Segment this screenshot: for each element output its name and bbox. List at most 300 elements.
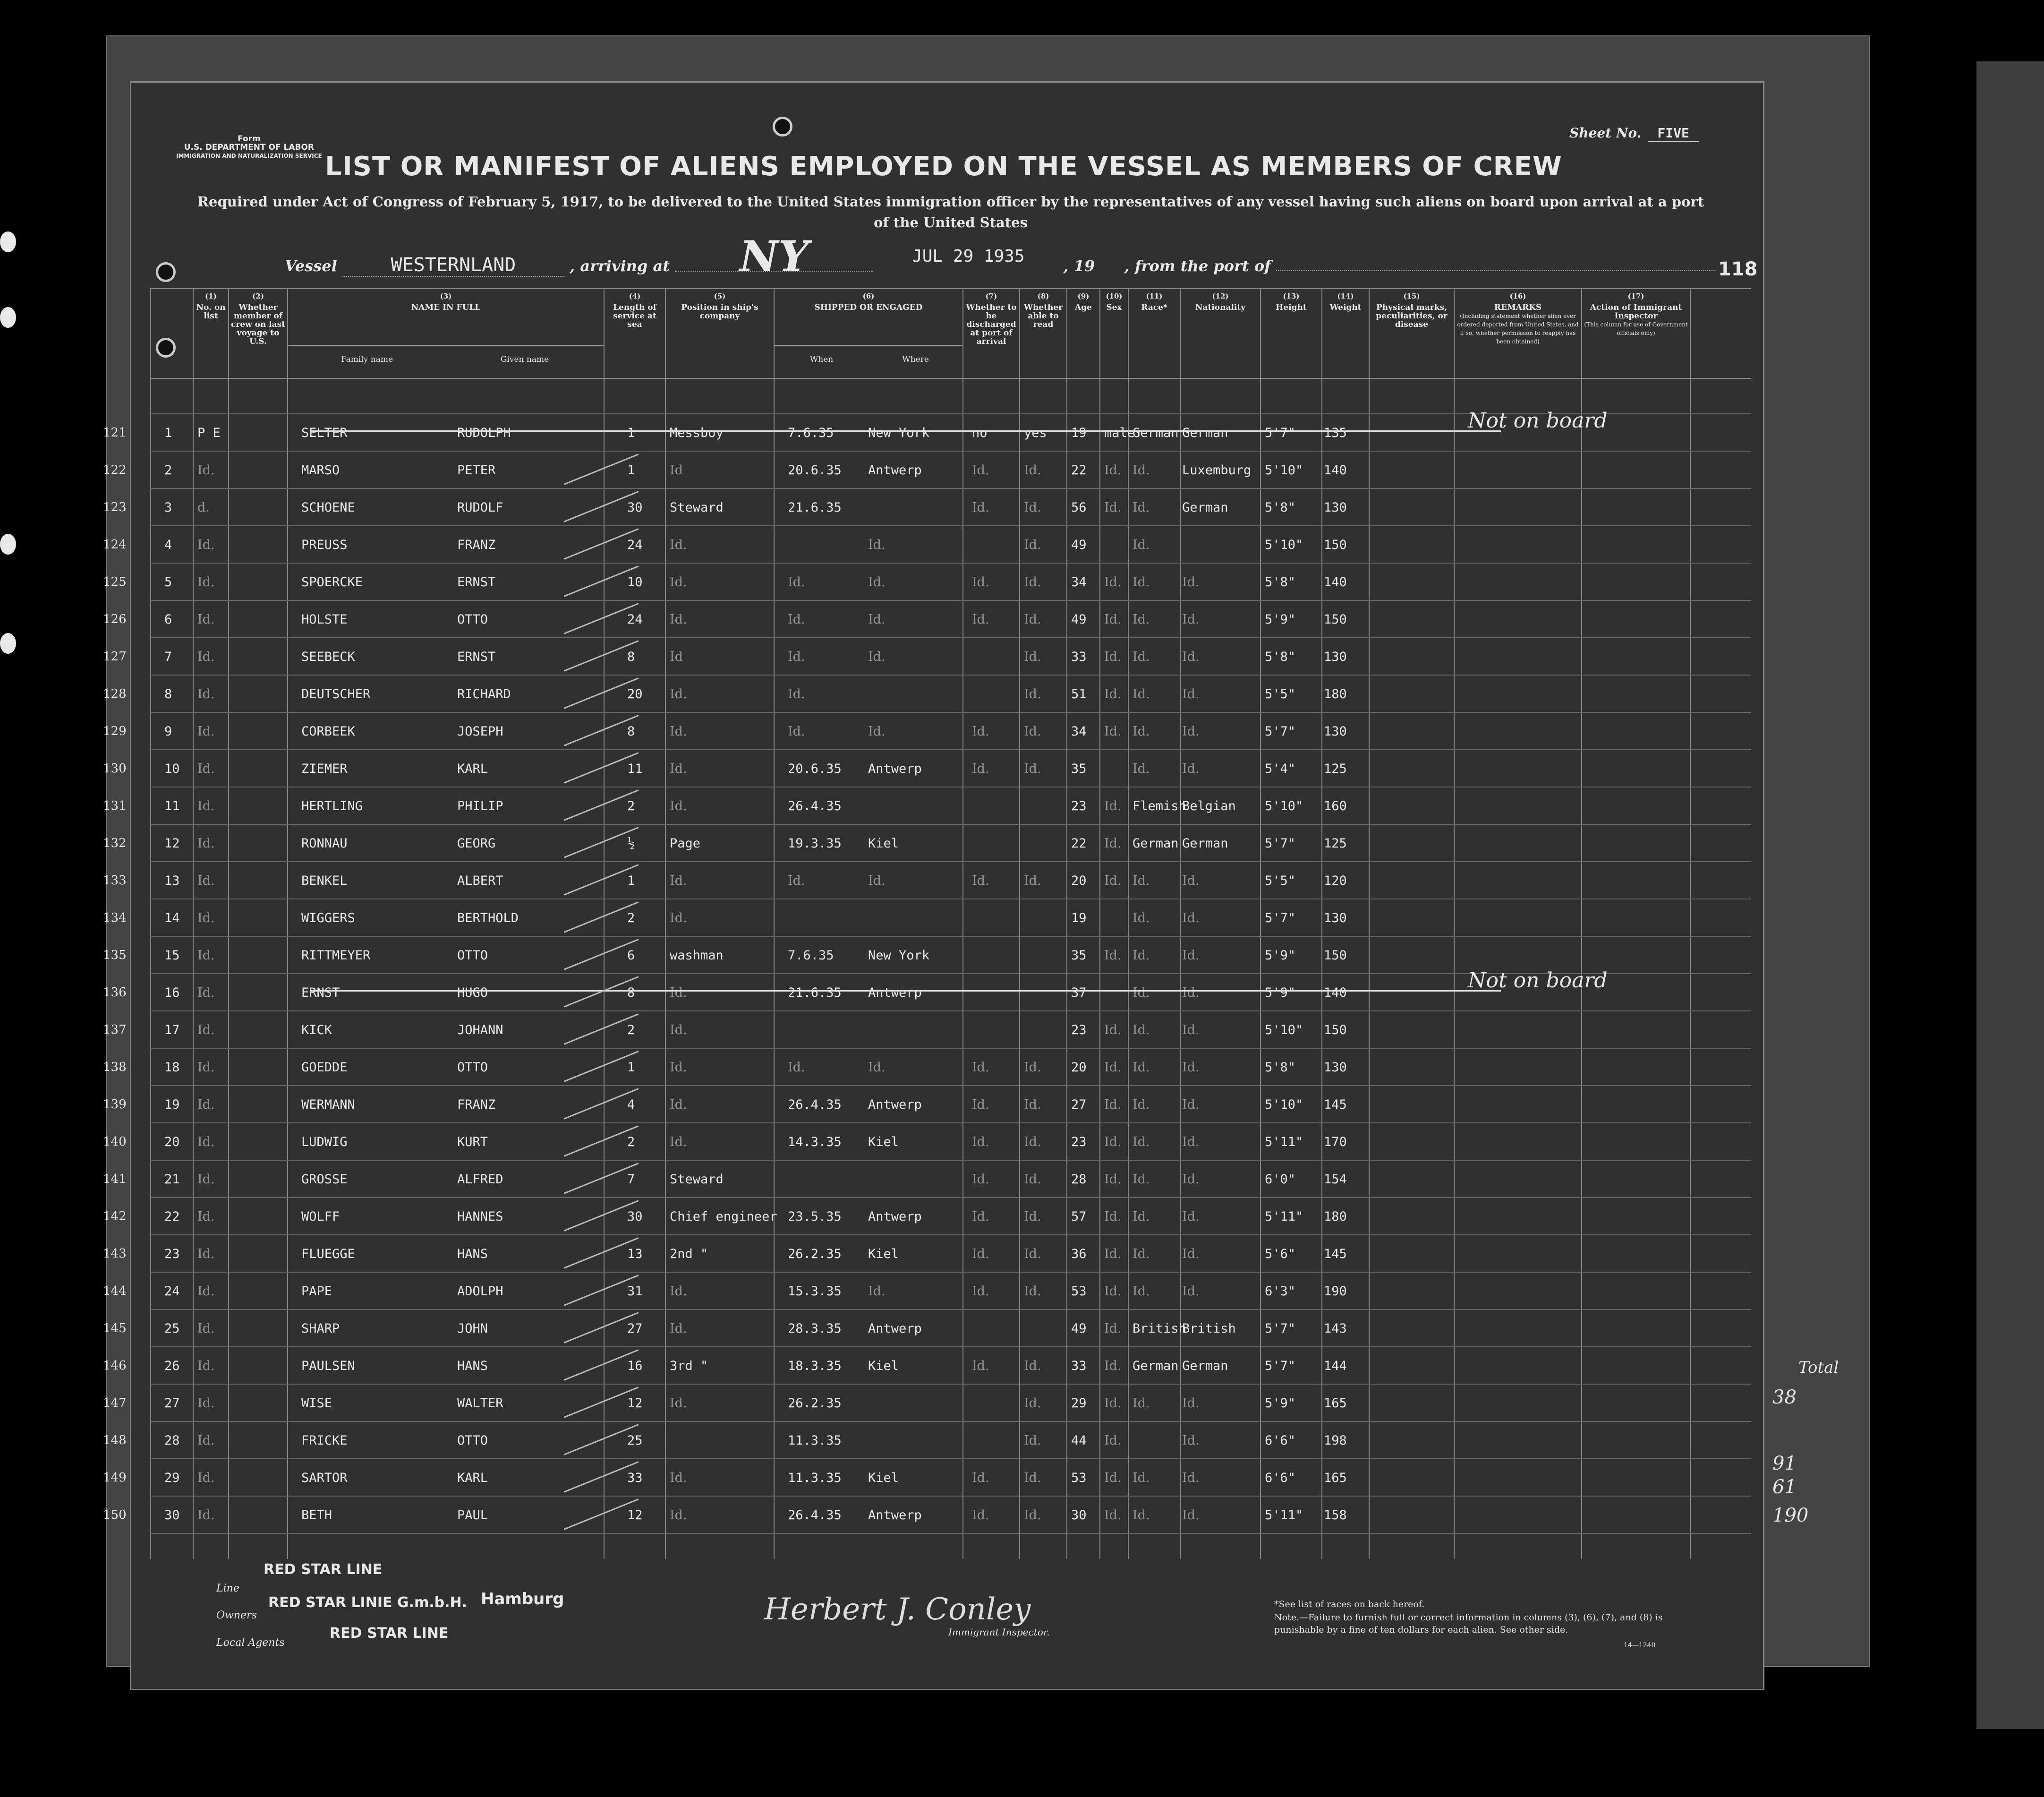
sex: Id. xyxy=(1104,873,1122,888)
given-name: ADOLPH xyxy=(457,1284,503,1299)
last-voyage: Id. xyxy=(197,1471,215,1485)
discharged: Id. xyxy=(972,1359,989,1373)
column-note: (This column for use of Government officials only) xyxy=(1584,321,1688,336)
given-name: HANNES xyxy=(457,1209,503,1224)
punch-hole xyxy=(156,262,176,282)
engaged-when: 21.6.35 xyxy=(788,500,842,515)
given-name: RICHARD xyxy=(457,687,511,702)
race: Id. xyxy=(1133,687,1150,702)
sex: Id. xyxy=(1104,612,1122,627)
age: 34 xyxy=(1071,575,1087,590)
column-number: (5) xyxy=(714,292,726,300)
service-length: 24 xyxy=(627,538,643,552)
race: Flemish xyxy=(1133,799,1186,813)
race: Id. xyxy=(1133,538,1150,552)
family-name: PAPE xyxy=(301,1284,332,1299)
column-label: Weight xyxy=(1329,303,1362,312)
last-voyage: Id. xyxy=(197,1321,215,1336)
column-header xyxy=(1454,288,1581,378)
binder-hole xyxy=(0,534,16,555)
list-number: 25 xyxy=(164,1321,180,1336)
list-number: 28 xyxy=(164,1433,180,1448)
nationality: Id. xyxy=(1182,1209,1200,1224)
remarks: Not on board xyxy=(1468,409,1608,433)
sex: Id. xyxy=(1104,1508,1122,1523)
list-number: 5 xyxy=(164,575,172,590)
family-name: SEEBECK xyxy=(301,650,355,664)
sex: Id. xyxy=(1104,500,1122,515)
height: 5'10" xyxy=(1265,1097,1303,1112)
engaged-where: Antwerp xyxy=(868,1097,922,1112)
line-number: 123 xyxy=(103,500,127,514)
weight: 140 xyxy=(1324,463,1347,478)
line-number: 121 xyxy=(103,426,127,440)
engaged-when: 11.3.35 xyxy=(788,1433,842,1448)
service-length: 20 xyxy=(627,687,643,702)
given-name: ERNST xyxy=(457,650,496,664)
position: washman xyxy=(670,948,724,963)
sex: Id. xyxy=(1104,1209,1122,1224)
family-name: ERNST xyxy=(301,985,340,1000)
engaged-where: Id. xyxy=(868,612,886,627)
service-length: 1 xyxy=(627,1060,635,1075)
able-to-read: Id. xyxy=(1024,650,1041,664)
last-voyage: Id. xyxy=(197,1359,215,1373)
list-number: 9 xyxy=(164,724,172,739)
remarks: Not on board xyxy=(1468,968,1608,993)
list-number: 8 xyxy=(164,687,172,702)
table-row xyxy=(103,1496,1756,1533)
column-number: (15) xyxy=(1403,292,1420,300)
last-voyage: Id. xyxy=(197,463,215,478)
able-to-read: Id. xyxy=(1024,1471,1041,1485)
column-note: (Including statement whether alien ever ordered deported from United States, and if so, whether permission to reapply has been obtained) xyxy=(1457,313,1579,345)
last-voyage: Id. xyxy=(197,1097,215,1112)
column-number: (12) xyxy=(1212,292,1229,300)
age: 22 xyxy=(1071,836,1087,851)
last-voyage: Id. xyxy=(197,911,215,925)
form-code: 14—1240 xyxy=(1624,1642,1656,1649)
nationality: Id. xyxy=(1182,948,1200,963)
column-header xyxy=(1581,288,1690,378)
list-number: 19 xyxy=(164,1097,180,1112)
height: 5'8" xyxy=(1265,1060,1296,1075)
last-voyage: Id. xyxy=(197,836,215,851)
column-header xyxy=(665,288,774,378)
sex: Id. xyxy=(1104,1135,1122,1149)
column-label: Nationality xyxy=(1195,303,1246,312)
engaged-when: Id. xyxy=(788,873,805,888)
age: 37 xyxy=(1071,985,1087,1000)
column-label: Height xyxy=(1276,303,1307,312)
column-number: (11) xyxy=(1146,292,1163,300)
column-header xyxy=(228,288,287,378)
weight: 190 xyxy=(1324,1284,1347,1299)
given-name: JOSEPH xyxy=(457,724,503,739)
nationality: Id. xyxy=(1182,1396,1200,1411)
column-label: Whether to be discharged at port of arrival xyxy=(966,303,1017,346)
owners: RED STAR LINIE G.m.b.H. xyxy=(268,1594,467,1611)
family-name: LUDWIG xyxy=(301,1135,348,1149)
column-number: (7) xyxy=(985,292,997,300)
line-company: RED STAR LINE xyxy=(264,1561,383,1578)
weight: 144 xyxy=(1324,1359,1347,1373)
age: 51 xyxy=(1071,687,1087,702)
nationality: German xyxy=(1182,426,1228,440)
grid-hline xyxy=(150,288,1751,289)
sex: Id. xyxy=(1104,799,1122,813)
engaged-when: Id. xyxy=(788,687,805,702)
weight: 154 xyxy=(1324,1172,1347,1187)
nationality: Belgian xyxy=(1182,799,1236,813)
list-number: 29 xyxy=(164,1471,180,1485)
engaged-when: 19.3.35 xyxy=(788,836,842,851)
service-length: 10 xyxy=(627,575,643,590)
age: 19 xyxy=(1071,911,1087,925)
race: Id. xyxy=(1133,1097,1150,1112)
age: 23 xyxy=(1071,799,1087,813)
able-to-read: Id. xyxy=(1024,1247,1041,1261)
able-to-read: Id. xyxy=(1024,1172,1041,1187)
race: Id. xyxy=(1133,1209,1150,1224)
column-header xyxy=(193,288,228,378)
service-length: 2 xyxy=(627,1023,635,1037)
family-name: CORBEEK xyxy=(301,724,355,739)
sex: Id. xyxy=(1104,1321,1122,1336)
sex: Id. xyxy=(1104,1433,1122,1448)
discharged: Id. xyxy=(972,1471,989,1485)
position: Id. xyxy=(670,1023,687,1037)
discharged: Id. xyxy=(972,1284,989,1299)
engaged-where: New York xyxy=(868,948,930,963)
position: 2nd " xyxy=(670,1247,708,1261)
age: 35 xyxy=(1071,948,1087,963)
nationality: Id. xyxy=(1182,873,1200,888)
table-row xyxy=(103,861,1756,898)
last-voyage: Id. xyxy=(197,1023,215,1037)
line-number: 131 xyxy=(103,799,127,813)
service-length: 8 xyxy=(627,724,635,739)
age: 27 xyxy=(1071,1097,1087,1112)
binder-hole xyxy=(0,633,16,654)
race: Id. xyxy=(1133,948,1150,963)
able-to-read: Id. xyxy=(1024,538,1041,552)
race: Id. xyxy=(1133,724,1150,739)
nationality: Id. xyxy=(1182,612,1200,627)
table-row xyxy=(103,563,1756,600)
discharged: no xyxy=(972,426,988,440)
nationality: Id. xyxy=(1182,1433,1200,1448)
column-header xyxy=(604,288,665,378)
table-row xyxy=(103,488,1756,525)
sex: male xyxy=(1104,426,1135,440)
table-row xyxy=(103,1048,1756,1085)
nationality: German xyxy=(1182,836,1228,851)
nationality: Id. xyxy=(1182,1023,1200,1037)
given-name: OTTO xyxy=(457,1433,488,1448)
position: Id. xyxy=(670,538,687,552)
family-name: PREUSS xyxy=(301,538,348,552)
page-subtitle: Required under Act of Congress of February 5, 1917, to be delivered to the United States immigration officer by the representatives of any vessel having such aliens on board upon arrival at a port of the United States xyxy=(197,194,1704,231)
engaged-when: 23.5.35 xyxy=(788,1209,842,1224)
row-rule xyxy=(150,1533,1751,1534)
height: 5'9" xyxy=(1265,948,1296,963)
column-label: Length of service at sea xyxy=(613,303,656,329)
service-length: 27 xyxy=(627,1321,643,1336)
column-sublabel: Where xyxy=(902,355,929,364)
list-number: 7 xyxy=(164,650,172,664)
nationality: Id. xyxy=(1182,650,1200,664)
given-name: KARL xyxy=(457,1471,488,1485)
page-number: 118 xyxy=(1718,258,1758,280)
form-id: Form U.S. DEPARTMENT OF LABOR IMMIGRATION AND NATURALIZATION SERVICE xyxy=(176,134,322,159)
line-number: 146 xyxy=(103,1359,127,1373)
inspector-label: Immigrant Inspector. xyxy=(948,1626,1050,1638)
able-to-read: Id. xyxy=(1024,724,1041,739)
race: Id. xyxy=(1133,1284,1150,1299)
table-row xyxy=(103,787,1756,824)
race: Id. xyxy=(1133,1060,1150,1075)
family-name: FLUEGGE xyxy=(301,1247,355,1261)
service-length: 1 xyxy=(627,873,635,888)
race: Id. xyxy=(1133,873,1150,888)
engaged-where: Id. xyxy=(868,1060,886,1075)
sex: Id. xyxy=(1104,463,1122,478)
race: British xyxy=(1133,1321,1186,1336)
service-length: 2 xyxy=(627,911,635,925)
page-title: LIST OR MANIFEST OF ALIENS EMPLOYED ON THE VESSEL AS MEMBERS OF CREW xyxy=(325,151,1562,182)
engaged-where: Id. xyxy=(868,873,886,888)
height: 5'9" xyxy=(1265,612,1296,627)
engaged-when: Id. xyxy=(788,612,805,627)
engaged-where: Id. xyxy=(868,1284,886,1299)
line-number: 124 xyxy=(103,538,127,552)
family-name: SCHOENE xyxy=(301,500,355,515)
height: 5'7" xyxy=(1265,1321,1296,1336)
race: Id. xyxy=(1133,1135,1150,1149)
column-number: (16) xyxy=(1509,292,1526,300)
table-row xyxy=(103,675,1756,712)
given-name: KARL xyxy=(457,762,488,776)
position: Page xyxy=(670,836,701,851)
engaged-when: 26.2.35 xyxy=(788,1396,842,1411)
table-row xyxy=(103,1160,1756,1197)
engaged-where: Antwerp xyxy=(868,1508,922,1523)
column-label: Race* xyxy=(1141,303,1167,312)
column-header xyxy=(1019,288,1066,378)
table-row xyxy=(103,898,1756,936)
able-to-read: Id. xyxy=(1024,500,1041,515)
weight: 198 xyxy=(1324,1433,1347,1448)
given-name: JOHN xyxy=(457,1321,488,1336)
line-number: 126 xyxy=(103,612,127,626)
column-number: (1) xyxy=(205,292,217,300)
column-header xyxy=(1128,288,1180,378)
able-to-read: Id. xyxy=(1024,1135,1041,1149)
last-voyage: Id. xyxy=(197,575,215,590)
nationality: Id. xyxy=(1182,1471,1200,1485)
weight: 180 xyxy=(1324,1209,1347,1224)
position: Id. xyxy=(670,575,687,590)
race: Id. xyxy=(1133,1508,1150,1523)
service-length: 8 xyxy=(627,650,635,664)
sex: Id. xyxy=(1104,1172,1122,1187)
family-name: HERTLING xyxy=(301,799,363,813)
height: 5'11" xyxy=(1265,1135,1303,1149)
engaged-where: Id. xyxy=(868,538,886,552)
last-voyage: Id. xyxy=(197,1284,215,1299)
discharged: Id. xyxy=(972,500,989,515)
vessel-line: Vessel WESTERNLAND , arriving at NY JUL 29 1935 , 19 , from the port of xyxy=(285,242,1715,277)
list-number: 22 xyxy=(164,1209,180,1224)
position: Id. xyxy=(670,1471,687,1485)
table-row xyxy=(103,824,1756,861)
able-to-read: Id. xyxy=(1024,612,1041,627)
nationality: German xyxy=(1182,500,1228,515)
service-length: 2 xyxy=(627,1135,635,1149)
position: Id. xyxy=(670,687,687,702)
position: Steward xyxy=(670,500,724,515)
engaged-where: Antwerp xyxy=(868,985,922,1000)
engaged-when: 28.3.35 xyxy=(788,1321,842,1336)
race: Id. xyxy=(1133,612,1150,627)
height: 6'6" xyxy=(1265,1471,1296,1485)
given-name: GEORG xyxy=(457,836,496,851)
position: Id xyxy=(670,463,683,478)
weight: 145 xyxy=(1324,1097,1347,1112)
service-length: 12 xyxy=(627,1508,643,1523)
discharged: Id. xyxy=(972,762,989,776)
race: Id. xyxy=(1133,500,1150,515)
table-row xyxy=(103,712,1756,749)
column-label: Sex xyxy=(1106,303,1122,312)
weight: 150 xyxy=(1324,948,1347,963)
binder-hole xyxy=(0,231,16,252)
table-row xyxy=(103,1384,1756,1421)
family-name: SELTER xyxy=(301,426,348,440)
column-number: (8) xyxy=(1037,292,1049,300)
total-value: 91 xyxy=(1772,1453,1797,1474)
line-number: 140 xyxy=(103,1135,127,1149)
table-row xyxy=(103,968,1756,1010)
engaged-where: Kiel xyxy=(868,1471,899,1485)
weight: 130 xyxy=(1324,500,1347,515)
able-to-read: Id. xyxy=(1024,463,1041,478)
sex: Id. xyxy=(1104,1060,1122,1075)
engaged-when: 26.4.35 xyxy=(788,1508,842,1523)
line-number: 122 xyxy=(103,463,127,477)
list-number: 13 xyxy=(164,873,180,888)
given-name: FRANZ xyxy=(457,1097,496,1112)
column-header xyxy=(1180,288,1260,378)
race: Id. xyxy=(1133,1471,1150,1485)
race: Id. xyxy=(1133,575,1150,590)
height: 5'5" xyxy=(1265,873,1296,888)
engaged-when: 21.6.35 xyxy=(788,985,842,1000)
nationality: Id. xyxy=(1182,911,1200,925)
able-to-read: Id. xyxy=(1024,1359,1041,1373)
sex: Id. xyxy=(1104,1396,1122,1411)
height: 5'8" xyxy=(1265,575,1296,590)
service-length: 8 xyxy=(627,985,635,1000)
family-name: HOLSTE xyxy=(301,612,348,627)
last-voyage: Id. xyxy=(197,1508,215,1523)
age: 28 xyxy=(1071,1172,1087,1187)
weight: 130 xyxy=(1324,724,1347,739)
age: 22 xyxy=(1071,463,1087,478)
age: 53 xyxy=(1071,1471,1087,1485)
family-name: ZIEMER xyxy=(301,762,348,776)
last-voyage: Id. xyxy=(197,948,215,963)
weight: 150 xyxy=(1324,612,1347,627)
column-label: No. on list xyxy=(196,303,226,321)
family-name: KICK xyxy=(301,1023,332,1037)
sex: Id. xyxy=(1104,948,1122,963)
position: Id. xyxy=(670,1060,687,1075)
sex: Id. xyxy=(1104,1247,1122,1261)
family-name: FRICKE xyxy=(301,1433,348,1448)
discharged: Id. xyxy=(972,1135,989,1149)
line-number: 136 xyxy=(103,985,127,1000)
table-row xyxy=(103,936,1756,973)
able-to-read: Id. xyxy=(1024,687,1041,702)
table-row xyxy=(103,1234,1756,1272)
nationality: Id. xyxy=(1182,1247,1200,1261)
family-name: DEUTSCHER xyxy=(301,687,371,702)
line-number: 128 xyxy=(103,687,127,701)
sex: Id. xyxy=(1104,650,1122,664)
table-row xyxy=(103,1010,1756,1048)
age: 20 xyxy=(1071,1060,1087,1075)
given-name: RUDOLPH xyxy=(457,426,511,440)
column-header xyxy=(1321,288,1369,378)
engaged-when: Id. xyxy=(788,1060,805,1075)
age: 49 xyxy=(1071,612,1087,627)
line-number: 142 xyxy=(103,1209,127,1224)
last-voyage: Id. xyxy=(197,799,215,813)
penalty-note: Note.—Failure to furnish full or correct information in columns (3), (6), (7), and (8) is punishable by a fine of ten dollars for each alien. See other side. xyxy=(1274,1612,1663,1635)
able-to-read: Id. xyxy=(1024,1433,1041,1448)
age: 30 xyxy=(1071,1508,1087,1523)
able-to-read: Id. xyxy=(1024,575,1041,590)
list-number: 4 xyxy=(164,538,172,552)
engaged-where: Antwerp xyxy=(868,1209,922,1224)
sex: Id. xyxy=(1104,575,1122,590)
last-voyage: Id. xyxy=(197,1060,215,1075)
height: 5'9" xyxy=(1265,1396,1296,1411)
line-number: 143 xyxy=(103,1247,127,1261)
service-length: 24 xyxy=(627,612,643,627)
family-name: MARSO xyxy=(301,463,340,478)
last-voyage: Id. xyxy=(197,724,215,739)
height: 5'8" xyxy=(1265,500,1296,515)
strike-through-line xyxy=(311,990,1501,992)
list-number: 2 xyxy=(164,463,172,478)
column-header xyxy=(1260,288,1321,378)
family-name: WIGGERS xyxy=(301,911,355,925)
race: Id. xyxy=(1133,911,1150,925)
engaged-when: 20.6.35 xyxy=(788,762,842,776)
race: Id. xyxy=(1133,650,1150,664)
height: 5'7" xyxy=(1265,426,1296,440)
discharged: Id. xyxy=(972,612,989,627)
service-length: 30 xyxy=(627,1209,643,1224)
discharged: Id. xyxy=(972,1209,989,1224)
able-to-read: Id. xyxy=(1024,1097,1041,1112)
list-number: 23 xyxy=(164,1247,180,1261)
race: Id. xyxy=(1133,463,1150,478)
column-label: NAME IN FULL xyxy=(411,303,481,312)
